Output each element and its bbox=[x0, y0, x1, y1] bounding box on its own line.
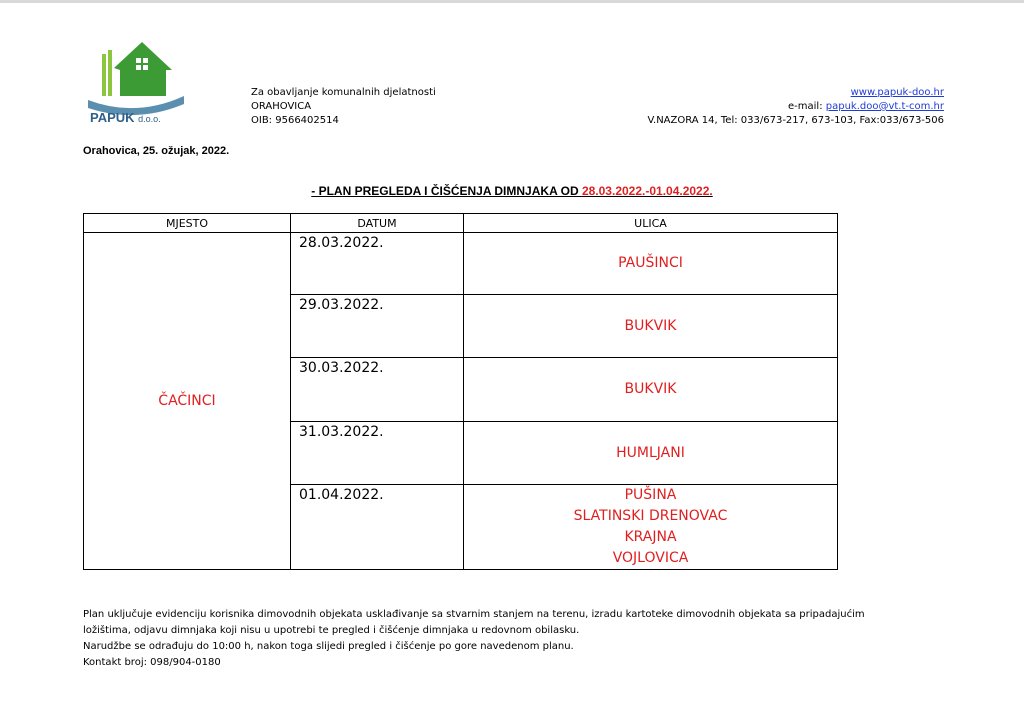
street-name: HUMLJANI bbox=[616, 444, 685, 461]
date-cell: 31.03.2022. bbox=[291, 422, 464, 485]
table-header-row bbox=[84, 214, 838, 233]
company-logo bbox=[86, 38, 186, 130]
street-name: BUKVIK bbox=[624, 317, 677, 334]
street-name: VOJLOVICA bbox=[612, 550, 689, 566]
document-title bbox=[0, 184, 1024, 198]
schedule-table bbox=[83, 213, 838, 570]
table-row bbox=[84, 233, 838, 295]
top-border bbox=[0, 0, 1024, 3]
street-name: PAUŠINCI bbox=[618, 255, 683, 271]
title-date-range: 28.03.2022.-01.04.2022. bbox=[581, 184, 713, 198]
street-name: PUŠINA bbox=[624, 487, 677, 503]
address-phone: V.NAZORA 14, Tel: 033/673-217, 673-103, Fax:033/673-506 bbox=[647, 115, 944, 126]
logo-text: PAPUK d.o.o. bbox=[90, 110, 161, 125]
website-link[interactable]: www.papuk-doo.hr bbox=[850, 87, 944, 98]
company-activity: Za obavljanje komunalnih djelatnosti bbox=[251, 87, 436, 98]
title-prefix: - PLAN PREGLEDA I ČIŠĆENJA DIMNJAKA OD bbox=[311, 184, 582, 198]
header-street: ULICA bbox=[464, 214, 838, 233]
street-cell bbox=[464, 295, 838, 358]
street-cell bbox=[464, 422, 838, 485]
email-label: e-mail: bbox=[788, 101, 826, 112]
company-oib: OIB: 9566402514 bbox=[251, 115, 339, 126]
date-cell: 01.04.2022. bbox=[291, 485, 464, 570]
note-line: Narudžbe se odrađuju do 10:00 h, nakon toga slijedi pregled i čišćenje po gore navedenom planu. bbox=[83, 641, 574, 652]
header-place: MJESTO bbox=[84, 214, 291, 233]
contact-info bbox=[647, 86, 944, 128]
header-date: DATUM bbox=[291, 214, 464, 233]
street-cell bbox=[464, 485, 838, 570]
company-info bbox=[251, 86, 436, 128]
note-line: ložištima, odjavu dimnjaka koji nisu u upotrebi te pregled i čišćenje dimnjaka u redovnom obilasku. bbox=[83, 625, 580, 636]
street-name: BUKVIK bbox=[624, 381, 677, 397]
date-cell: 28.03.2022. bbox=[291, 233, 464, 295]
date-cell: 30.03.2022. bbox=[291, 358, 464, 422]
note-line: Plan uključuje evidenciju korisnika dimovodnih objekata usklađivanje sa stvarnim stanjem na terenu, izradu kartoteke dimovodnih objekata sa pripadajućim bbox=[83, 609, 865, 620]
place-cell: ČAČINCI bbox=[84, 233, 291, 570]
street-name: SLATINSKI DRENOVAC bbox=[573, 508, 728, 524]
street-cell bbox=[464, 358, 838, 422]
company-city: ORAHOVICA bbox=[251, 101, 312, 112]
email-link[interactable]: papuk.doo@vt.t-com.hr bbox=[825, 101, 944, 112]
street-cell bbox=[464, 233, 838, 295]
contact-phone-line: Kontakt broj: 098/904-0180 bbox=[83, 657, 221, 668]
house-logo-icon bbox=[86, 38, 186, 118]
document-date: Orahovica, 25. ožujak, 2022. bbox=[83, 145, 230, 157]
street-name: KRAJNA bbox=[624, 529, 677, 545]
date-cell: 29.03.2022. bbox=[291, 295, 464, 358]
notes-section bbox=[83, 607, 953, 671]
